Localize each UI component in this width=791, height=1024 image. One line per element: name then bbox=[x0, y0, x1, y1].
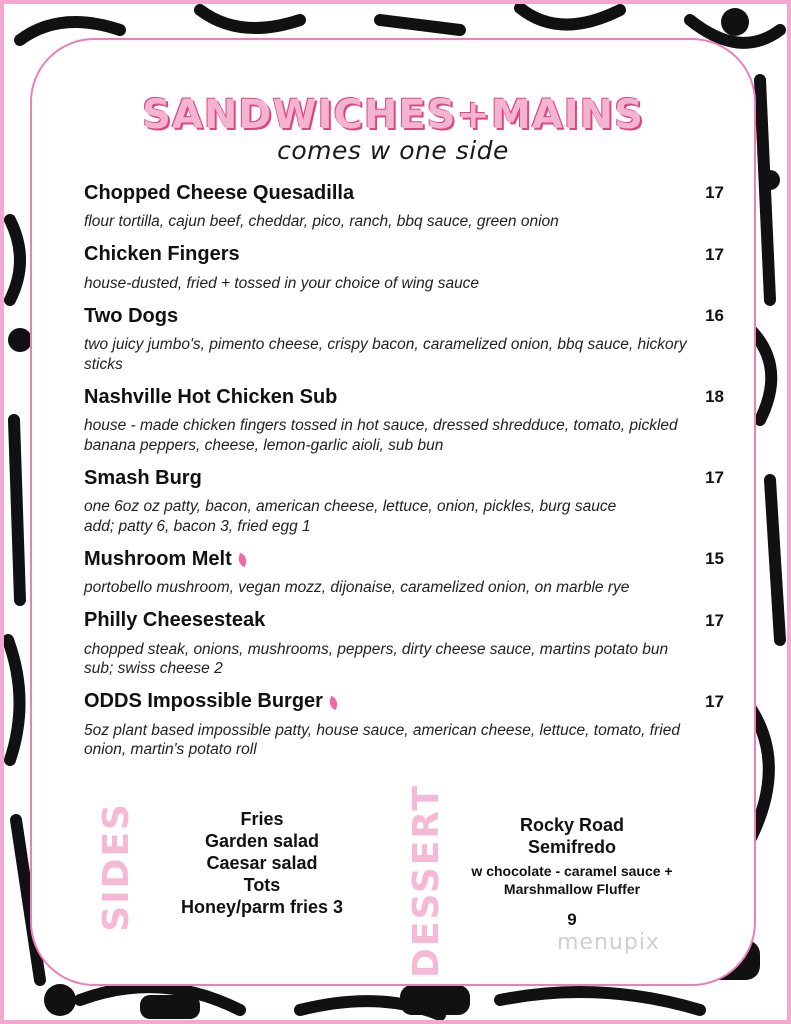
dessert-price: 9 bbox=[567, 910, 577, 929]
side-item: Fries bbox=[240, 809, 284, 829]
item-price: 17 bbox=[705, 610, 724, 630]
page-subtitle: comes w one side bbox=[277, 136, 509, 165]
item-description: house - made chicken fingers tossed in hot sauce, dressed shredduce, tomato, pickled banana peppers, cheese, lemon-garlic aioli, sub bun bbox=[84, 417, 678, 454]
item-price: 17 bbox=[705, 691, 724, 711]
side-item: Tots bbox=[243, 875, 281, 895]
menu-card bbox=[30, 38, 756, 986]
menu-item bbox=[84, 608, 724, 679]
menu-item bbox=[84, 180, 724, 232]
menu-item bbox=[84, 546, 724, 598]
side-item: Garden salad bbox=[204, 831, 320, 851]
dessert-label: DESSERT bbox=[406, 784, 447, 978]
item-price: 17 bbox=[705, 183, 724, 202]
item-price: 18 bbox=[705, 387, 724, 406]
watermark-logo: menupix bbox=[557, 930, 660, 955]
item-name: Nashville Hot Chicken Sub bbox=[84, 385, 338, 408]
vegan-leaf-icon bbox=[236, 553, 249, 567]
item-name: Chopped Cheese Quesadilla bbox=[84, 181, 355, 204]
item-price: 17 bbox=[705, 468, 724, 487]
dessert-block bbox=[452, 814, 692, 930]
page-title: SANDWICHES+MAINS bbox=[142, 92, 644, 138]
item-description: 5oz plant based impossible patty, house sauce, american cheese, lettuce, tomato, fried onion, martin's potato roll bbox=[84, 721, 680, 758]
dessert-name-line1: Rocky Road bbox=[519, 815, 625, 835]
menu-items-list bbox=[84, 180, 724, 770]
menu-item bbox=[84, 689, 724, 760]
menu-item bbox=[84, 242, 724, 294]
item-description: portobello mushroom, vegan mozz, dijonaise, caramelized onion, on marble rye bbox=[84, 579, 630, 596]
side-item: Honey/parm fries 3 bbox=[180, 897, 344, 917]
item-name: Smash Burg bbox=[84, 466, 202, 489]
sides-label: SIDES bbox=[96, 802, 137, 932]
item-description: two juicy jumbo's, pimento cheese, crispy bacon, caramelized onion, bbq sauce, hickory sticks bbox=[84, 336, 687, 373]
side-item: Caesar salad bbox=[206, 853, 318, 873]
item-description: one 6oz oz patty, bacon, american cheese, lettuce, onion, pickles, burg sauce bbox=[84, 498, 617, 515]
item-price: 15 bbox=[705, 549, 724, 568]
item-addons: add; patty 6, bacon 3, fried egg 1 bbox=[84, 517, 311, 535]
menu-item bbox=[84, 303, 724, 374]
item-name: Mushroom Melt bbox=[84, 547, 232, 570]
dessert-description: w chocolate - caramel sauce + Marshmallow Fluffer bbox=[471, 863, 673, 897]
item-description: flour tortilla, cajun beef, cheddar, pico, ranch, bbq sauce, green onion bbox=[84, 213, 559, 230]
item-name: Philly Cheesesteak bbox=[84, 609, 266, 631]
item-description: house-dusted, fried + tossed in your choice of wing sauce bbox=[84, 274, 480, 292]
item-addons: sub; swiss cheese 2 bbox=[84, 660, 223, 677]
item-name: Chicken Fingers bbox=[84, 243, 240, 265]
dessert-name-line2: Semifredo bbox=[527, 837, 617, 857]
menu-item bbox=[84, 465, 724, 536]
item-price: 17 bbox=[705, 244, 724, 264]
sides-list bbox=[162, 808, 362, 918]
vegan-leaf-icon bbox=[327, 695, 340, 709]
menu-item bbox=[84, 384, 724, 455]
item-name: ODDS Impossible Burger bbox=[84, 690, 323, 712]
item-price: 16 bbox=[705, 306, 724, 325]
item-name: Two Dogs bbox=[84, 304, 179, 327]
item-description: chopped steak, onions, mushrooms, peppers, dirty cheese sauce, martins potato bun bbox=[84, 640, 669, 658]
